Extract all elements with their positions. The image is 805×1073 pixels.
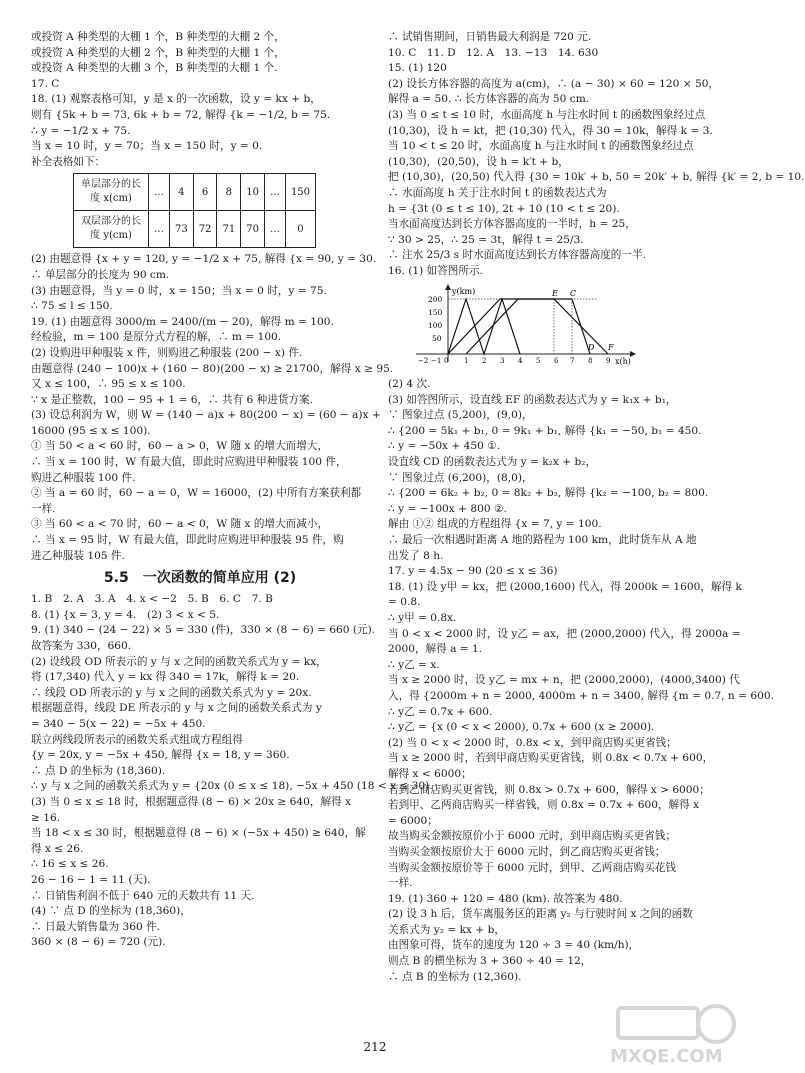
watermark-block (618, 1008, 698, 1038)
text-line: 入，得 {2000m + n = 2000, 4000m + n = 3400, 解得 {m = 0.7, n = 600. (388, 689, 774, 702)
table-cell: 72 (193, 211, 217, 248)
y-tick-label: 100 (428, 320, 443, 330)
section-heading: 5.5 一次函数的简单应用 (2) (103, 570, 297, 587)
y-tick-label: 200 (428, 294, 443, 304)
text-line: (2) 设 3 h 后，货车离服务区的距离 y₂ 与行驶时间 x 之间的函数 (388, 908, 693, 921)
text-line: 关系式为 y₂ = kx + b， (388, 923, 505, 936)
point-label: E (552, 288, 558, 298)
text-line: 10. C 11. D 12. A 13. −13 14. 630 (388, 46, 599, 59)
text-line: ∴ 最后一次相遇时距离 A 地的路程为 100 km，此时货车从 A 地 (388, 534, 697, 547)
text-line: ∴ y乙 = 0.7x + 600. (388, 705, 493, 718)
table-cell: … (264, 174, 285, 211)
text-line: 16000 (95 ≤ x ≤ 100). (31, 424, 151, 437)
text-line: ∴ y乙 = {x (0 < x < 2000), 0.7x + 600 (x ≥ 2000). (388, 721, 655, 734)
point-label: D (588, 342, 595, 352)
text-line: 将 (17,340) 代入 y = kx 得 340 = 17k，解得 k = 20. (31, 671, 300, 684)
text-line: (3) 当 0 ≤ t ≤ 10 时，水面高度 h 与注水时间 t 的函数图象经过点 (388, 108, 706, 121)
text-line: (2) 由题意得 {x + y = 120, y = −1/2 x + 75, 解得 {x = 90, y = 30. (31, 253, 377, 266)
x-tick-label: 6 (554, 356, 559, 365)
text-line: ∴ 点 B 的坐标为 (12,360). (388, 970, 522, 983)
x-tick-label: −2 (418, 356, 429, 365)
text-line: ∴ 日最大销售量为 360 件. (31, 920, 161, 933)
text-line: = 0.8. (388, 596, 421, 609)
text-line: 8. (1) {x = 3, y = 4. (2) 3 < x < 5. (31, 608, 220, 621)
x-tick-label: 4 (518, 356, 523, 365)
x-tick-label: 1 (464, 356, 469, 365)
text-line: 当 18 < x ≤ 30 时，根据题意得 (8 − 6) × (−5x + 450) ≥ 640，解 (31, 827, 366, 840)
text-line: ① 当 50 < a < 60 时，60 − a > 0，W 随 x 的增大而增大， (31, 440, 329, 453)
page-number: 212 (363, 1040, 387, 1054)
text-line: h = {3t (0 ≤ t ≤ 10), 2t + 10 (10 < t ≤ 20). (388, 202, 620, 215)
y-axis-label: y(km) (452, 286, 476, 296)
y-axis-arrow (445, 284, 451, 290)
y-tick-label: 50 (432, 333, 442, 343)
text-line: ∴ 水面高度 h 关于注水时间 t 的函数表达式为 (388, 186, 607, 199)
text-line: 故当购买金额按原价小于 6000 元时，到甲商店购买更省钱； (388, 830, 676, 843)
distance-time-graph (408, 284, 638, 366)
text-line: 或投资 A 种类型的大棚 2 个，B 种类型的大棚 1 个， (31, 46, 285, 59)
text-line: (2) 当 0 < x < 2000 时，0.8x < x，到甲商店购买更省钱； (388, 736, 677, 749)
text-line: 故答案为 330，660. (31, 640, 132, 652)
table-row (74, 174, 316, 211)
text-line: ∴ {200 = 6k₂ + b₂, 0 = 8k₂ + b₂, 解得 {k₂ = −100, b₂ = 800. (388, 487, 709, 500)
text-line: (10,30)，设 h = kt，把 (10,30) 代入，得 30 = 10k，解得 k = 3. (388, 124, 713, 137)
table-row-header: 单层部分的长度 x(cm) (74, 174, 149, 211)
left-bottom-block (31, 252, 394, 564)
text-line: 则有 {5k + b = 73, 6k + b = 72, 解得 {k = −1/2, b = 75. (31, 108, 331, 121)
text-line: (2) 设购进甲种服装 x 件，则购进乙种服装 (200 − x) 件. (31, 346, 303, 359)
text-line: 15. (1) 120 (388, 62, 447, 75)
text-line: 进乙种服装 105 件. (31, 549, 125, 562)
x-tick-label: 5 (536, 356, 541, 365)
text-line: 根据题意得，线段 DE 所表示的 y 与 x 之间的函数关系式为 y (31, 702, 322, 715)
vehicle-path (466, 299, 590, 354)
table-cell: 71 (217, 211, 241, 248)
text-line: 当水面高度达到长方体容器高度的一半时，h = 25， (388, 218, 636, 231)
text-line: 一样. (388, 877, 413, 890)
table-cell: … (149, 174, 170, 211)
text-line: (2) 设长方体容器的高度为 a(cm)，∴ (a − 30) × 60 = 120 × 50， (388, 77, 720, 90)
table-cell: 8 (217, 174, 241, 211)
text-line: ③ 当 60 < a < 70 时，60 − a < 0，W 随 x 的增大而减小， (31, 518, 329, 531)
vehicle-path (448, 299, 520, 354)
text-line: 19. (1) 360 + 120 = 480 (km). 故答案为 480. (388, 892, 623, 905)
text-line: ∴ 注水 25/3 s 时水面高度达到长方体容器高度的一半. (388, 249, 646, 262)
text-line: 19. (1) 由题意得 3000/m = 2400/(m − 20)，解得 m = 100. (31, 315, 334, 328)
text-line: 联立两线段所表示的函数关系式组成方程组得 (31, 733, 243, 746)
text-line: 当 10 < t ≤ 20 时，水面高度 h 与注水时间 t 的函数图象经过点 (388, 140, 694, 153)
text-line: (3) 如答图所示，设直线 EF 的函数表达式为 y = k₁x + b₁， (388, 393, 677, 406)
text-line: (10,30)，(20,50)，设 h = k′t + b， (388, 155, 569, 168)
table-cell: 73 (170, 211, 194, 248)
text-line: 360 × (8 − 6) = 720 (元). (31, 936, 166, 949)
x-tick-label: 2 (482, 356, 487, 365)
text-line: {y = 20x, y = −5x + 450, 解得 {x = 18, y = 360. (31, 749, 290, 762)
text-line: 经检验，m = 100 是原分式方程的解，∴ m = 100. (31, 331, 282, 344)
x-tick-label: 0 (444, 356, 449, 365)
table-cell: … (264, 211, 285, 248)
text-line: (2) 4 次. (388, 378, 431, 391)
text-line: ∴ y甲 = 0.8x. (388, 612, 457, 624)
text-line: 若到甲、乙两商店购买一样省钱，则 0.8x = 0.7x + 600，解得 x (388, 799, 700, 812)
x-tick-label: 8 (588, 356, 593, 365)
text-line: 购进乙种服装 100 件. (31, 471, 136, 484)
text-line: 由图象可得，货车的速度为 120 ÷ 3 = 40 (km/h)， (388, 939, 640, 952)
text-line: ∴ y乙 = x. (388, 658, 440, 671)
text-line: 2000，解得 a = 1. (388, 643, 483, 656)
watermark-circle (698, 1006, 734, 1042)
watermark-logo (598, 1000, 748, 1070)
text-line: 解由 ①② 组成的方程组得 {x = 7, y = 100. (388, 518, 602, 531)
text-line: 出发了 8 h. (388, 549, 444, 562)
text-line: 1. B 2. A 3. A 4. x < −2 5. B 6. C 7. B (31, 593, 273, 606)
watermark-text: MXQE.COM (610, 1046, 723, 1067)
text-line: ∴ 线段 OD 所表示的 y 与 x 之间的函数关系式为 y = 20x. (31, 686, 312, 699)
text-line: ∴ 单层部分的长度为 90 cm. (31, 268, 170, 281)
text-line: ∴ y = −100x + 800 ②. (388, 502, 507, 515)
text-line: ∵ x 是正整数，100 − 95 + 1 = 6，∴ 共有 6 种进货方案. (31, 393, 313, 406)
y-tick-label: 150 (428, 307, 443, 317)
text-line: ∴ 当 x = 95 时，W 有最大值，即此时应购进甲种服装 95 件，购 (31, 534, 344, 547)
table-cell: … (149, 211, 170, 248)
table-row (74, 211, 316, 248)
table-cell: 4 (170, 174, 194, 211)
text-line: (2) 设线段 OD 所表示的 y 与 x 之间的函数关系式为 y = kx， (31, 655, 327, 668)
text-line: ∴ 试销售期间，日销售最大利润是 720 元. (388, 31, 592, 43)
text-line: 当 x = 10 时，y = 70；当 x = 150 时，y = 0. (31, 140, 263, 153)
table-cell: 70 (241, 211, 265, 248)
text-line: 或投资 A 种类型的大棚 3 个，B 种类型的大棚 1 个. (31, 62, 278, 75)
text-line: ∴ 75 ≤ l ≤ 150. (31, 300, 113, 313)
text-line: ② 当 a = 60 时，60 − a = 0，W = 16000，(2) 中所有方案获利都 (31, 487, 362, 500)
text-line: 补全表格如下： (31, 155, 106, 168)
text-line: 18. (1) 观察表格可知，y 是 x 的一次函数，设 y = kx + b， (31, 93, 321, 106)
x-tick-label: 7 (570, 356, 575, 365)
text-line: 则点 B 的横坐标为 3 + 360 ÷ 40 = 12， (388, 955, 592, 968)
text-line: ∴ y 与 x 之间的函数关系式为 y = {20x (0 ≤ x ≤ 18), −5x + 450 (18 < x ≤ 30). (31, 780, 433, 793)
point-label: C (570, 288, 577, 298)
text-line: ∴ y = −50x + 450 ①. (388, 440, 501, 453)
text-line: (3) 设总利润为 W，则 W = (140 − a)x + 80(200 − x) = (60 − a)x + (31, 409, 381, 422)
table-row-header: 双层部分的长度 y(cm) (74, 211, 149, 248)
text-line: ≥ 16. (31, 811, 61, 824)
text-line: ∵ 图象过点 (6,200)，(8,0)， (388, 471, 533, 484)
text-line: ∴ 16 ≤ x ≤ 26. (31, 858, 109, 871)
text-line: (3) 当 0 ≤ x ≤ 18 时，根据题意得 (8 − 6) × 20x ≥ 640，解得 x (31, 795, 352, 808)
text-line: = 6000； (388, 814, 438, 827)
text-line: 17. y = 4.5x − 90 (20 ≤ x ≤ 36) (388, 565, 558, 578)
x-axis-label: x(h) (615, 356, 631, 366)
x-tick-label: −1 (431, 356, 442, 365)
text-line: 当 x ≥ 2000 时，设 y乙 = mx + n，把 (2000,2000)，(4000,3400) 代 (388, 674, 740, 687)
text-line: 9. (1) 340 − (24 − 22) × 5 = 330 (件)，330 × (8 − 6) = 660 (元). (31, 624, 376, 637)
text-line: 当购买金额按原价等于 6000 元时，到甲、乙两商店购买花钱 (388, 861, 676, 874)
text-line: 一样. (31, 502, 56, 515)
text-line: 18. (1) 设 y甲 = kx，把 (2000,1600) 代入，得 2000k = 1600，解得 k (388, 580, 742, 593)
text-line: 设直线 CD 的函数表达式为 y = k₂x + b₂， (388, 456, 597, 469)
text-line: 当 0 < x < 2000 时，设 y乙 = ax，把 (2000,2000) 代入，得 2000a = (388, 627, 741, 640)
point-label: F (608, 342, 614, 352)
text-line: (3) 由题意得，当 y = 0 时，x = 150；当 x = 0 时，y = 75. (31, 284, 327, 297)
value-table (73, 173, 316, 248)
text-line: 当 x ≥ 2000 时，若到甲商店购买更省钱，则 0.8x < 0.7x + 600， (388, 752, 714, 765)
text-line: ∵ 图象过点 (5,200)，(9,0)， (388, 409, 533, 422)
x-tick-label: 9 (606, 356, 611, 365)
vehicle-path (448, 299, 608, 354)
text-line: 解得 x < 6000； (388, 767, 472, 780)
table-cell: 6 (193, 174, 217, 211)
text-line: 当购买金额按原价大于 6000 元时，到乙商店购买更省钱； (388, 845, 666, 858)
text-line: = 340 − 5(x − 22) = −5x + 450. (31, 717, 206, 730)
text-line: 又 x ≤ 100，∴ 95 ≤ x ≤ 100. (31, 378, 186, 391)
text-line: 17. C (31, 77, 60, 90)
right-bottom-block (388, 377, 774, 985)
text-line: 由题意得 (240 − 100)x + (160 − 80)(200 − x) ≥ 21700，解得 x ≥ 95. (31, 362, 394, 375)
table-cell: 10 (241, 174, 265, 211)
right-top-block (388, 30, 805, 280)
text-line: 得 x ≤ 26. (31, 842, 84, 855)
text-line: 26 − 16 − 1 = 11 (天). (31, 873, 151, 886)
right-column (388, 30, 805, 985)
text-line: 把 (10,30)，(20,50) 代入得 {30 = 10k′ + b, 50 = 20k′ + b, 解得 {k′ = 2, b = 10. (388, 171, 805, 184)
text-line: 16. (1) 如答图所示. (388, 264, 483, 277)
text-line: 解得 a = 50. ∴ 长方体容器的高为 50 cm. (388, 93, 590, 106)
table-cell: 0 (285, 211, 315, 248)
text-line: ∴ {200 = 5k₁ + b₁, 0 = 9k₁ + b₁, 解得 {k₁ = −50, b₁ = 450. (388, 424, 702, 437)
text-line: ∴ 点 D 的坐标为 (18,360). (31, 764, 166, 777)
text-line: ∴ 日销售利润不低于 640 元的天数共有 11 天. (31, 889, 255, 902)
x-tick-label: 3 (500, 356, 505, 365)
left-top-block (31, 30, 369, 170)
text-line: ∵ 30 > 25，∴ 25 = 3t，解得 t = 25/3. (388, 233, 584, 246)
text-line: 若到乙商店购买更省钱，则 0.8x > 0.7x + 600，解得 x > 6000； (388, 783, 710, 796)
table-cell: 150 (285, 174, 315, 211)
text-line: (4) ∵ 点 D 的坐标为 (18,360)， (31, 905, 191, 918)
text-line: ∴ 当 x = 100 时，W 有最大值，即此时应购进甲种服装 100 件， (31, 456, 347, 469)
text-line: ∴ y = −1/2 x + 75. (31, 124, 131, 137)
text-line: 或投资 A 种类型的大棚 1 个，B 种类型的大棚 2 个， (31, 31, 285, 43)
